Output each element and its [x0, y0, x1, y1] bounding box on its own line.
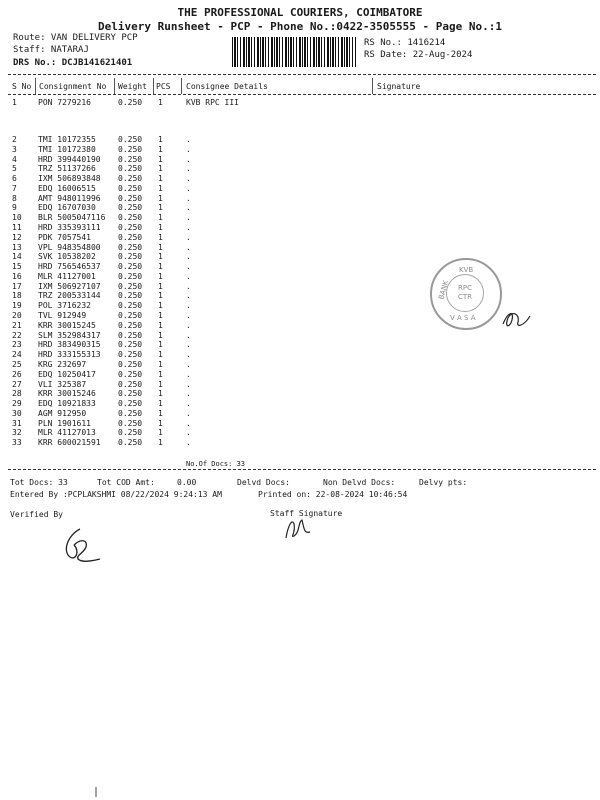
cell-sno: 8: [12, 193, 17, 203]
cell-pcs: 1: [158, 223, 163, 233]
table-row: [0, 234, 600, 242]
cell-sno: 33: [12, 438, 22, 448]
cell-consignment: TRZ 200533144: [38, 291, 101, 301]
cell-pcs: 1: [158, 408, 163, 418]
cell-consignment: EDQ 10250417: [38, 369, 96, 379]
cell-consignee-details: .: [186, 164, 191, 174]
cell-consignee-details: .: [186, 418, 191, 428]
cell-pcs: 1: [158, 291, 163, 301]
cell-weight: 0.250: [118, 369, 143, 379]
cell-sno: 15: [12, 262, 22, 272]
table-row: [0, 292, 600, 300]
cell-consignee-details: .: [186, 281, 191, 291]
cell-sno: 30: [12, 408, 22, 418]
cell-consignment: TVL 912949: [38, 311, 87, 321]
cell-consignment: TMI 10172380: [38, 144, 96, 154]
cell-pcs: 1: [158, 438, 163, 448]
col-header-sno: S No: [12, 82, 32, 91]
delvy-pts: Delvy pts:: [419, 478, 468, 487]
table-row: [0, 175, 600, 183]
stamp-text-left: BANK: [437, 279, 451, 301]
table-row: [0, 224, 600, 232]
cell-weight: 0.250: [118, 193, 143, 203]
cell-consignee-details: .: [186, 135, 191, 144]
table-row: [0, 165, 600, 173]
cell-pcs: 1: [158, 213, 163, 223]
cell-consignment: KRG 232697: [38, 359, 87, 369]
table-row: [0, 371, 600, 379]
cell-sno: 7: [12, 183, 17, 193]
printed-on: Printed on: 22-08-2024 10:46:54: [258, 490, 408, 499]
cell-sno: 27: [12, 379, 22, 389]
cell-weight: 0.250: [118, 418, 143, 428]
col-divider: [181, 78, 182, 94]
cell-pcs: 1: [158, 281, 163, 291]
cell-consignment: HRD 756546537: [38, 262, 101, 272]
cell-weight: 0.250: [118, 223, 143, 233]
cell-consignment: HRD 383490315: [38, 340, 101, 350]
cell-pcs: 1: [158, 301, 163, 311]
cell-consignee-details: .: [186, 223, 191, 233]
stamp-text-center: CTR: [458, 293, 473, 301]
rs-date: RS Date: 22-Aug-2024: [364, 50, 473, 60]
cell-consignee-details: .: [186, 320, 191, 330]
cell-pcs: 1: [158, 369, 163, 379]
cell-weight: 0.250: [118, 271, 143, 281]
barcode: [232, 37, 356, 67]
drs-number: DRS No.: DCJB141621401: [13, 58, 133, 68]
cell-pcs: 1: [158, 98, 163, 107]
cell-consignee-details: .: [186, 359, 191, 369]
cell-consignment: HRD 335393111: [38, 223, 101, 233]
cell-consignee-details: .: [186, 369, 191, 379]
cell-sno: 11: [12, 223, 22, 233]
cell-consignment: VPL 948354800: [38, 242, 101, 252]
cell-pcs: 1: [158, 330, 163, 340]
cell-sno: 32: [12, 428, 22, 438]
non-delvd-docs: Non Delvd Docs:: [323, 478, 396, 487]
cell-sno: 31: [12, 418, 22, 428]
cell-consignee-details: .: [186, 252, 191, 262]
staff-label: Staff: NATARAJ: [13, 45, 89, 55]
cell-consignment: BLR 5005047116: [38, 213, 106, 223]
cell-weight: 0.250: [118, 232, 143, 242]
cell-sno: 29: [12, 399, 22, 409]
staff-signature: [280, 514, 316, 542]
cell-sno: 22: [12, 330, 22, 340]
cell-consignment: KRR 30015245: [38, 320, 96, 330]
cell-weight: 0.250: [118, 262, 143, 272]
cell-weight: 0.250: [118, 291, 143, 301]
cell-sno: 12: [12, 232, 22, 242]
cell-consignment: PLN 1901611: [38, 418, 91, 428]
stamp-text-mid: RPC: [458, 284, 472, 292]
cell-weight: 0.250: [118, 203, 143, 213]
cell-weight: 0.250: [118, 174, 143, 184]
cell-pcs: 1: [158, 203, 163, 213]
cell-weight: 0.250: [118, 281, 143, 291]
cell-sno: 3: [12, 144, 17, 154]
company-title: THE PROFESSIONAL COURIERS, COIMBATORE: [177, 6, 423, 19]
cell-consignment: POL 3716232: [38, 301, 91, 311]
cell-consignee-details: .: [186, 408, 191, 418]
cell-weight: 0.250: [118, 183, 143, 193]
table-row: [0, 400, 600, 408]
table-row: [0, 410, 600, 418]
table-row: [0, 361, 600, 369]
cell-sno: 26: [12, 369, 22, 379]
cell-weight: 0.250: [118, 252, 143, 262]
table-row: [0, 185, 600, 193]
cell-weight: 0.250: [118, 213, 143, 223]
cell-consignment: EDQ 16707030: [38, 203, 96, 213]
cell-sno: 10: [12, 213, 22, 223]
cell-pcs: 1: [158, 154, 163, 164]
cell-consignment: MLR 41127013: [38, 428, 96, 438]
cell-consignee-details: .: [186, 144, 191, 154]
cell-weight: 0.250: [118, 399, 143, 409]
col-divider: [372, 78, 373, 94]
cell-weight: 0.250: [118, 340, 143, 350]
col-divider: [153, 78, 154, 94]
cell-consignment: TRZ 51137266: [38, 164, 96, 174]
cell-consignee-details: .: [186, 330, 191, 340]
cell-sno: 2: [12, 135, 17, 144]
cell-weight: 0.250: [118, 359, 143, 369]
cell-sno: 14: [12, 252, 22, 262]
cell-weight: 0.250: [118, 144, 143, 154]
cell-sno: 16: [12, 271, 22, 281]
cell-consignment: IXM 506927107: [38, 281, 101, 291]
cell-consignment: AMT 948011996: [38, 193, 101, 203]
cell-pcs: 1: [158, 232, 163, 242]
cell-sno: 6: [12, 174, 17, 184]
table-row: [0, 253, 600, 261]
col-header-consignment: Consignment No: [39, 82, 107, 91]
cell-consignment: SVK 10538202: [38, 252, 96, 262]
header-bottom-rule: [8, 94, 596, 95]
cell-weight: 0.250: [118, 389, 143, 399]
cell-weight: 0.250: [118, 164, 143, 174]
cell-weight: 0.250: [118, 98, 143, 107]
cell-sno: 4: [12, 154, 17, 164]
cell-weight: 0.250: [118, 242, 143, 252]
cell-weight: 0.250: [118, 379, 143, 389]
cell-consignee-details: .: [186, 183, 191, 193]
cell-sno: 9: [12, 203, 17, 213]
cell-pcs: 1: [158, 340, 163, 350]
cell-sno: 19: [12, 301, 22, 311]
table-row: [0, 195, 600, 203]
cell-sno: 21: [12, 320, 22, 330]
cell-consignee-details: .: [186, 271, 191, 281]
cell-pcs: 1: [158, 135, 163, 144]
no-of-docs: No.Of Docs: 33: [186, 460, 246, 468]
cell-consignment: TMI 10172355: [38, 135, 96, 144]
cell-sno: 5: [12, 164, 17, 174]
table-row: [0, 351, 600, 359]
table-row: [0, 263, 600, 271]
cell-weight: 0.250: [118, 438, 143, 448]
cell-consignment: VLI 325387: [38, 379, 87, 389]
header-top-rule: [8, 74, 596, 75]
cell-consignee-details: .: [186, 193, 191, 203]
table-row: [0, 214, 600, 222]
delvd-docs: Delvd Docs:: [237, 478, 290, 487]
cell-weight: 0.250: [118, 301, 143, 311]
cell-pcs: 1: [158, 389, 163, 399]
table-row: [0, 381, 600, 389]
cell-sno: 24: [12, 350, 22, 360]
cell-consignee-details: .: [186, 242, 191, 252]
cell-consignment: MLR 41127001: [38, 271, 96, 281]
cell-consignee-details: KVB RPC III: [186, 98, 239, 107]
stamp-text-top: KVB: [459, 266, 474, 274]
cell-pcs: 1: [158, 242, 163, 252]
cell-consignee-details: .: [186, 399, 191, 409]
table-row: [0, 146, 600, 154]
cell-consignee-details: .: [186, 174, 191, 184]
cell-consignee-details: .: [186, 213, 191, 223]
verifier-signature: [58, 525, 102, 565]
cell-weight: 0.250: [118, 154, 143, 164]
cell-pcs: 1: [158, 311, 163, 321]
cell-weight: 0.250: [118, 311, 143, 321]
table-row: [0, 332, 600, 340]
staff-signature-label: Staff Signature: [270, 509, 343, 518]
cell-consignment: KRR 600021591: [38, 438, 101, 448]
cell-consignee-details: .: [186, 262, 191, 272]
cell-consignment: SLM 352984317: [38, 330, 101, 340]
cell-sno: 23: [12, 340, 22, 350]
col-header-signature: Signature: [377, 82, 421, 91]
table-row: [0, 439, 600, 447]
tot-cod-amount: 0.00: [177, 478, 197, 487]
entered-by: Entered By :PCPLAKSHMI 08/22/2024 9:24:13 AM: [10, 490, 222, 499]
table-row: [0, 244, 600, 252]
tot-cod-label: Tot COD Amt:: [97, 478, 155, 487]
cell-pcs: 1: [158, 359, 163, 369]
cell-consignee-details: .: [186, 311, 191, 321]
cell-pcs: 1: [158, 350, 163, 360]
table-row: [0, 420, 600, 428]
cell-consignee-details: .: [186, 389, 191, 399]
cell-consignment: PDK 7057541: [38, 232, 91, 242]
runsheet-subtitle: Delivery Runsheet - PCP - Phone No.:0422-3505555 - Page No.:1: [98, 20, 502, 33]
cell-consignee-details: .: [186, 379, 191, 389]
cell-sno: 18: [12, 291, 22, 301]
cell-weight: 0.250: [118, 408, 143, 418]
table-row: [0, 136, 600, 144]
cell-weight: 0.250: [118, 135, 143, 144]
cell-pcs: 1: [158, 418, 163, 428]
cell-pcs: 1: [158, 183, 163, 193]
col-divider: [114, 78, 115, 94]
cell-sno: 28: [12, 389, 22, 399]
cell-sno: 20: [12, 311, 22, 321]
table-row: [0, 390, 600, 398]
cell-consignee-details: .: [186, 291, 191, 301]
cell-weight: 0.250: [118, 428, 143, 438]
cell-consignment: EDQ 16006515: [38, 183, 96, 193]
tot-docs: Tot Docs: 33: [10, 478, 68, 487]
cell-pcs: 1: [158, 144, 163, 154]
cell-consignee-details: .: [186, 203, 191, 213]
rs-number: RS No.: 1416214: [364, 38, 446, 48]
cell-pcs: 1: [158, 379, 163, 389]
cell-consignment: IXM 506893848: [38, 174, 101, 184]
cell-pcs: 1: [158, 193, 163, 203]
cell-consignee-details: .: [186, 340, 191, 350]
cell-consignee-details: .: [186, 350, 191, 360]
cell-consignment: HRD 333155313: [38, 350, 101, 360]
bank-stamp: [430, 258, 502, 330]
stamp-text-bottom: V A S A: [450, 314, 476, 322]
scan-mark: [92, 786, 100, 798]
table-row: [0, 341, 600, 349]
col-header-weight: Weight: [118, 82, 147, 91]
cell-sno: 17: [12, 281, 22, 291]
col-divider: [35, 78, 36, 94]
cell-weight: 0.250: [118, 350, 143, 360]
verified-by-label: Verified By: [10, 510, 63, 519]
table-row: [0, 283, 600, 291]
cell-pcs: 1: [158, 399, 163, 409]
cell-consignment: AGM 912950: [38, 408, 87, 418]
cell-sno: 13: [12, 242, 22, 252]
cell-consignment: HRD 399440190: [38, 154, 101, 164]
table-bottom-rule: [8, 469, 596, 470]
cell-consignee-details: .: [186, 232, 191, 242]
cell-sno: 1: [12, 98, 17, 107]
cell-pcs: 1: [158, 428, 163, 438]
cell-pcs: 1: [158, 164, 163, 174]
cell-consignee-details: .: [186, 301, 191, 311]
cell-consignee-details: .: [186, 154, 191, 164]
cell-pcs: 1: [158, 174, 163, 184]
cell-consignment: EDQ 10921833: [38, 399, 96, 409]
cell-weight: 0.250: [118, 330, 143, 340]
cell-pcs: 1: [158, 271, 163, 281]
col-header-pcs: PCS: [156, 82, 171, 91]
cell-weight: 0.250: [118, 320, 143, 330]
table-row: [0, 156, 600, 164]
route-label: Route: VAN DELIVERY PCP: [13, 33, 138, 43]
recipient-signature: [500, 306, 534, 332]
table-row: [0, 204, 600, 212]
cell-pcs: 1: [158, 320, 163, 330]
table-row: [0, 273, 600, 281]
cell-consignee-details: .: [186, 428, 191, 438]
cell-pcs: 1: [158, 252, 163, 262]
table-row: [0, 99, 600, 107]
cell-pcs: 1: [158, 262, 163, 272]
cell-consignment: PON 7279216: [38, 98, 91, 107]
table-row: [0, 429, 600, 437]
col-header-consignee: Consignee Details: [186, 82, 268, 91]
cell-consignment: KRR 30015246: [38, 389, 96, 399]
cell-sno: 25: [12, 359, 22, 369]
cell-consignee-details: .: [186, 438, 191, 448]
